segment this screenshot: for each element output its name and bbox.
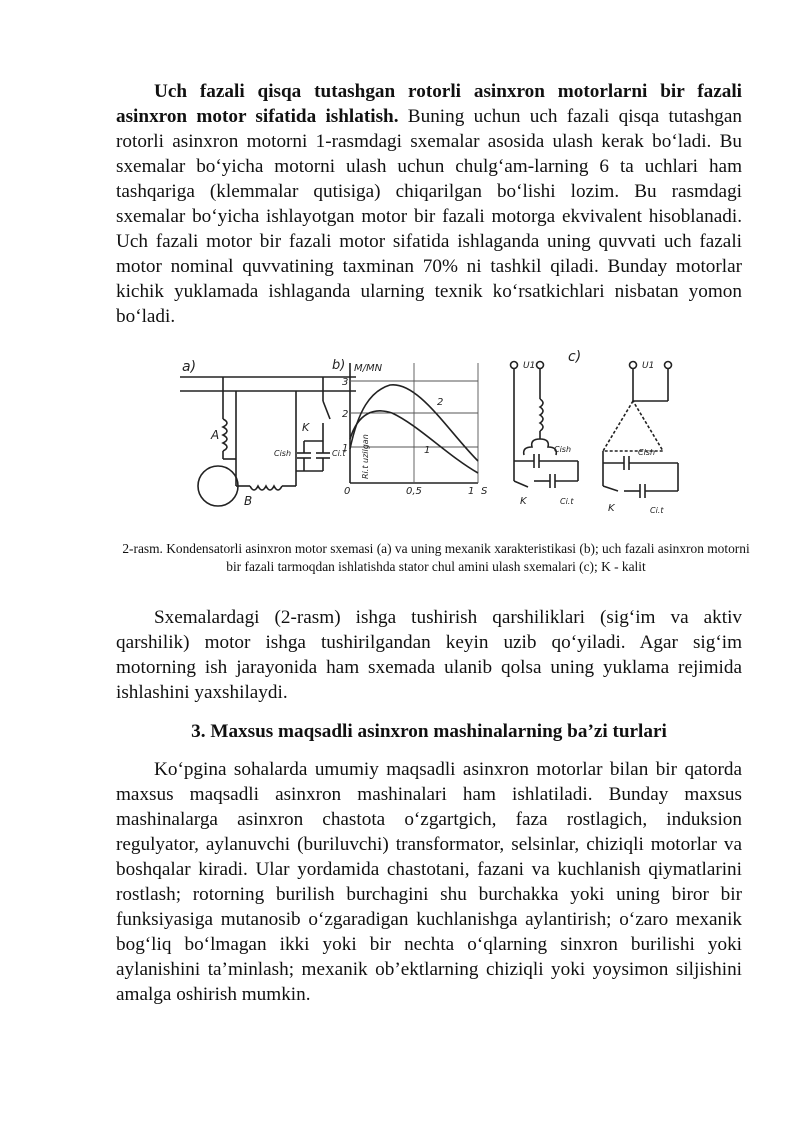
- cap-ish-label: Cish: [274, 449, 292, 458]
- coil-a-symbol: [223, 419, 227, 451]
- figure-2-diagram: [178, 341, 698, 523]
- switch-k-left: K: [520, 496, 527, 507]
- y-tick-2: 2: [342, 409, 349, 420]
- label-a: a): [182, 359, 197, 375]
- x-tick-s: S: [481, 486, 488, 497]
- cap-it-left: Ci.t: [560, 497, 574, 506]
- switch-k-symbol: [323, 401, 330, 419]
- paragraph-2: Sxemalardagi (2-rasm) ishga tushirish qarshiliklari (sig‘im va aktiv qarshilik) motor ishga tushirilgandan keyin uzib qo‘yiladi. Agar sig‘im motorning ish jarayonida ham sxemada ulanib qolsa uning yuklama rejimida ishlashini yaxshilaydi.: [116, 607, 742, 703]
- vertical-note: Ri.t uzilgan: [361, 434, 370, 479]
- cap-ish-right: Cish: [638, 448, 656, 457]
- coil-b-label: B: [244, 494, 253, 508]
- winding-c-delta: [603, 401, 663, 451]
- switch-k-label: K: [302, 421, 310, 434]
- y-tick-1: 1: [342, 443, 349, 454]
- switch-k-right: K: [608, 503, 615, 514]
- coil-a-label: A: [211, 428, 220, 442]
- cap-ish-left: Cish: [554, 445, 572, 454]
- paragraph-1: [116, 79, 742, 329]
- terminal-u1-left: U1: [523, 361, 536, 371]
- winding-c-left-1: [540, 399, 543, 431]
- x-tick-1: 1: [468, 486, 475, 497]
- cap-it-label: Ci.t: [332, 449, 346, 458]
- curve-2-label: 2: [437, 397, 444, 408]
- section-heading: 3. Maxsus maqsadli asinxron mashinalarning ba’zi turlari: [191, 721, 667, 742]
- figure-caption: 2-rasm. Kondensatorli asinxron motor sxemasi (a) va uning mexanik xarakteristikasi (b); uch fazali asinxron motorni bir fazali tarmoqdan ishlatishda stator chul amini ulash sxemalari (c); K - kalit: [122, 541, 750, 574]
- terminal-u1-right: U1: [642, 361, 655, 371]
- curve-1-label: 1: [424, 445, 431, 456]
- paragraph-1-bold-lead: Uch fazali qisqa tutashgan rotorli asinxron motorlarni bir fazali asinxron motor sifatida ishlatish.: [116, 81, 742, 127]
- y-tick-3: 3: [342, 377, 349, 388]
- label-b: b): [332, 358, 346, 373]
- coil-b-symbol: [250, 486, 282, 490]
- paragraph-3: Ko‘pgina sohalarda umumiy maqsadli asinxron motorlar bilan bir qatorda maxsus maqsadli asinxron mashinalari ham ishlatiladi. Bunday maxsus mashinalarga asinxron chastota o‘zgartgich, faza rostlagich, induksion regulyator, aylanuvchi (buriluvchi) transformator, selsinlar, chiziqli motorlar va boshqalar kiradi. Ular yordamida chastotani, fazani va kuchlanish qiymatlarini rostlash; rotorning burilish burchagini shu burchakka yoki uning biror bir funksiyasiga mutanosib o‘zgaradigan kuchlanishga aylantirish; o‘zaro mexanik bog‘liq bo‘lmagan ikki yoki bir nechta o‘qlarning sinxron burilishi yoki aylanishini ta’minlash; mexanik ob’ektlarning chiziqli yoki yoysimon siljishini amalga oshirish mumkin.: [116, 759, 742, 1005]
- x-tick-05: 0,5: [406, 486, 422, 497]
- motor-circle: [198, 466, 238, 506]
- cap-it-right: Ci.t: [650, 506, 664, 515]
- y-tick-0: 0: [344, 486, 351, 497]
- winding-c-left-2: [524, 439, 540, 455]
- paragraph-1-text: Buning uchun uch fazali qisqa tutashgan rotorli asinxron motorni 1-rasmdagi sxemalar asosida ulash kerak bo‘ladi. Bu sxemalar bo‘yicha motorni ulash uchun chulg‘am-larning 6 ta uchlari ham tashqariga (klemmalar qutisiga) chiqarilgan bo‘lishi lozim. Bu rasmdagi sxemalar bo‘yicha ishlayotgan motor bir fazali motorga ekvivalent hisoblanadi. Uch fazali motor bir fazali motor sifatida ishlaganda uning quvvati uch fazali motor nominal quvvatining taxminan 70% ni tashkil qiladi. Bunday motorlar kichik yuklamada ishlaganda ularning texnik ko‘rsatkichlari nisbatan yomon bo‘ladi.: [116, 106, 742, 327]
- label-c: c): [568, 349, 582, 365]
- y-axis-label: M/MN: [354, 363, 383, 374]
